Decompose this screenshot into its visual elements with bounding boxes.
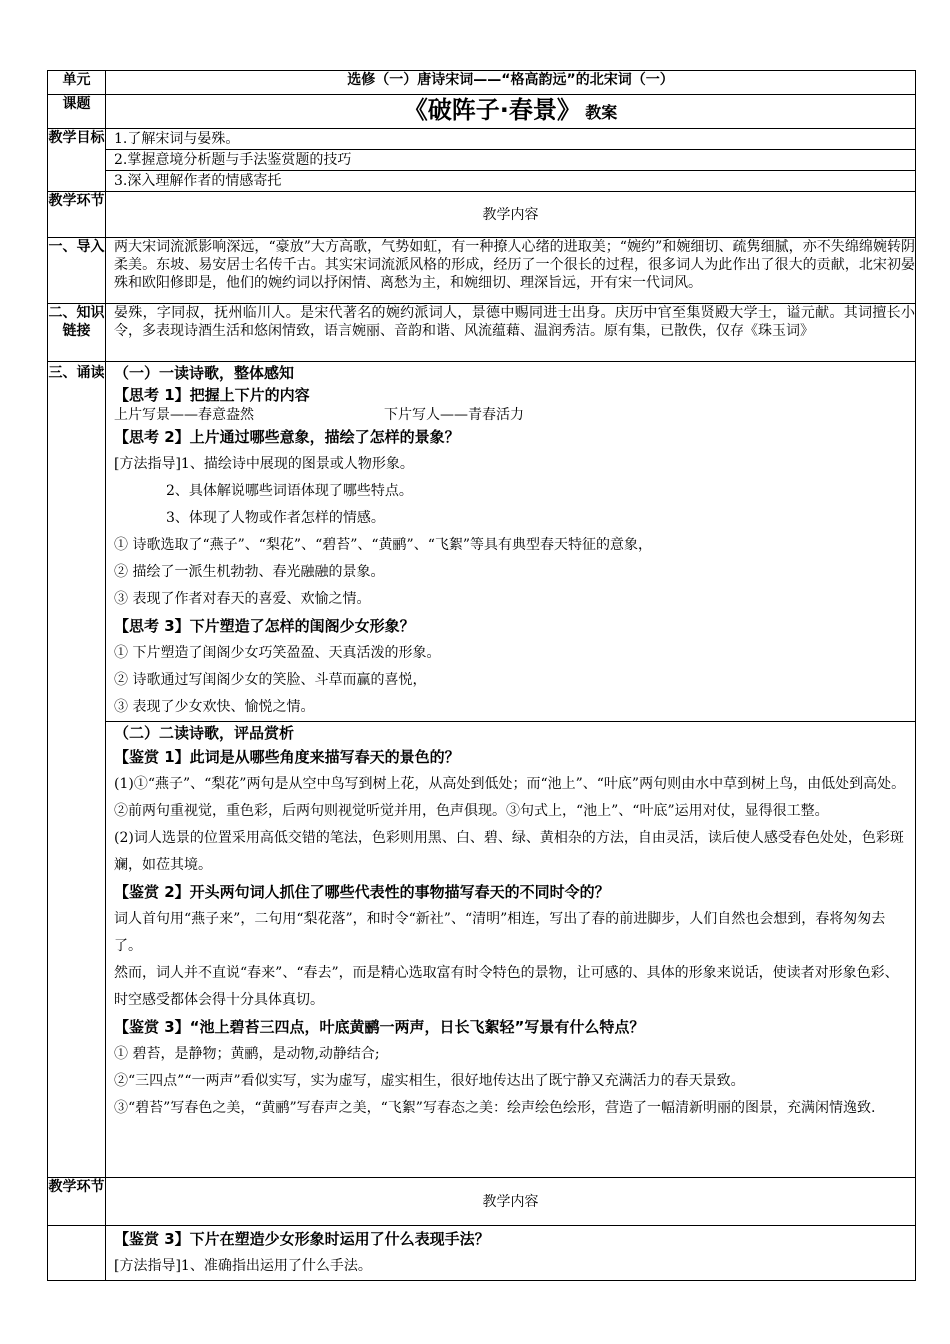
unit-label: 单元 [48,71,106,95]
intro-label: 一、导入 [48,238,106,304]
goal-row [48,150,916,171]
unit-value: 选修（一）唐诗宋词——“格高韵远”的北宋词（一） [106,71,916,95]
think3-answer-3: ③ 表现了少女欢快、愉悦之情。 [114,699,315,715]
ap3-answer-2: ②“三四点”“一两声”看似实写，实为虚写，虚实相生，很好地传达出了既宁静又充满活力的春天景致。 [114,1073,745,1089]
section-label-2: 教学环节 [48,1178,106,1226]
think3-question: 【思考 3】下片塑造了怎样的闺阁少女形象？ [114,617,415,635]
think3-answer-2: ② 诗歌通过写闺阁少女的笑脸、斗草而赢的喜悦， [114,672,427,688]
think2-method-2: 2、具体解说哪些词语体现了哪些特点。 [166,483,413,499]
ap1-paragraph-2: (2)词人选景的位置采用高低交错的笔法，色彩则用黑、白、碧、绿、黄相杂的方法，自由灵活，读后使人感受春色处处，色彩斑斓，如莅其境。 [114,830,904,873]
part1-title: （一）一读诗歌，整体感知 [114,364,295,382]
goal-item: 3.深入理解作者的情感寄托 [106,171,916,192]
goal-row [48,171,916,192]
section-header-row-2 [48,1178,916,1226]
think2-question: 【思考 2】上片通过哪些意象，描绘了怎样的景象？ [114,428,460,446]
think2-answer-3: ③ 表现了作者对春天的喜爱、欢愉之情。 [114,591,371,607]
section-label: 教学环节 [48,192,106,238]
ap3-answer-3: ③“碧苔”写春色之美，“黄鹂”写春声之美，“飞絮”写春态之美：绘声绘色绘形，营造了一幅清新明丽的图景，充满闲情逸致. [114,1100,876,1116]
think2-answer-2: ② 描绘了一派生机勃勃、春光融融的景象。 [114,564,385,580]
knowledge-text: 晏殊，字同叔，抚州临川人。是宋代著名的婉约派词人，景德中赐同进士出身。庆历中官至集贤殿大学士，谥元献。其词擅长小令，多表现诗酒生活和悠闲情致，语言婉丽、音韵和谐、风流蕴藉、温润秀洁。原有集，已散佚，仅存《珠玉词》 [106,304,916,362]
reading-row-part1 [48,362,916,722]
title-row [48,95,916,129]
think2-method: [方法指导]1、描绘诗中展现的图景或人物形象。 [114,456,414,472]
think3-answer-1: ① 下片塑造了闺阁少女巧笑盈盈、天真活泼的形象。 [114,645,441,661]
goal-item: 1.了解宋词与晏殊。 [106,129,916,150]
unit-row [48,71,916,95]
ap2-paragraph-2: 然而，词人并不直说“春来”、“春去”，而是精心选取富有时令特色的景物，让可感的、具体的形象来说话，使读者对形象色彩、时空感受都体会得十分具体真切。 [114,965,899,1008]
think1-answer-right: 下片写人——青春活力 [384,407,524,423]
think1-question: 【思考 1】把握上下片的内容 [114,386,310,404]
continuation-method: [方法指导]1、准确指出运用了什么手法。 [114,1258,372,1274]
part2-title: （二）二读诗歌，评品赏析 [114,724,295,742]
intro-text: 两大宋词流派影响深远，“豪放”大方高歌，气势如虹，有一种撩人心绪的进取美；“婉约”和婉细切、疏隽细腻，亦不失绵绵婉转阴柔美。东坡、易安居士名传千古。其实宋词流派风格的形成，经历了一个很长的过程，很多词人为此作出了很大的贡献，北宋初晏殊和欧阳修即是，他们的婉约词以抒闲情、离愁为主，和婉细切、理深旨远，开有宋一代词风。 [106,238,916,304]
section-title-2: 教学内容 [106,1178,916,1226]
ap1-paragraph-1: (1)①“燕子”、“梨花”两句是从空中鸟写到树上花，从高处到低处；而“池上”、“叶底”两句则由水中草到树上鸟，由低处到高处。②前两句重视觉，重色彩，后两句则视觉听觉并用，色声俱现。③句式上，“池上”、“叶底”运用对仗，显得很工整。 [114,776,906,819]
ap2-question: 【鉴赏 2】开头两句词人抓住了哪些代表性的事物描写春天的不同时令的？ [114,883,610,901]
continuation-row [48,1226,916,1281]
reading-label: 三、诵读 [48,362,106,1178]
intro-row [48,238,916,304]
lesson-plan-table [47,70,916,1281]
title-label: 课题 [48,95,106,129]
lesson-title-suffix: 教案 [585,102,618,122]
lesson-title: 《破阵子·春景》 [403,95,581,124]
ap1-question: 【鉴赏 1】此词是从哪些角度来描写春天的景色的？ [114,748,460,766]
think1-answer-left: 上片写景——春意盎然 [114,407,254,423]
goal-row [48,129,916,150]
ap3-question: 【鉴赏 3】“池上碧苔三四点，叶底黄鹂一两声，日长飞絮轻”写景有什么特点？ [114,1018,645,1036]
section-title: 教学内容 [106,192,916,238]
goal-item: 2.掌握意境分析题与手法鉴赏题的技巧 [106,150,916,171]
think2-answer-1: ① 诗歌选取了“燕子”、“梨花”、“碧苔”、“黄鹂”、“飞絮”等具有典型春天特征的意象， [114,537,653,553]
ap3-answer-1: ① 碧苔，是静物；黄鹂，是动物,动静结合; [114,1046,380,1062]
knowledge-label: 二、知识链接 [48,304,106,362]
knowledge-row [48,304,916,362]
ap2-paragraph-1: 词人首句用“燕子来”，二句用“梨花落”，和时令“新社”、“清明”相连，写出了春的前进脚步，人们自然也会想到，春将匆匆去了。 [114,911,886,954]
reading-row-part2 [48,722,916,1178]
goals-label: 教学目标 [48,129,106,192]
continuation-question: 【鉴赏 3】下片在塑造少女形象时运用了什么表现手法？ [114,1230,490,1248]
section-header-row [48,192,916,238]
think2-method-3: 3、体现了人物或作者怎样的情感。 [166,510,385,526]
